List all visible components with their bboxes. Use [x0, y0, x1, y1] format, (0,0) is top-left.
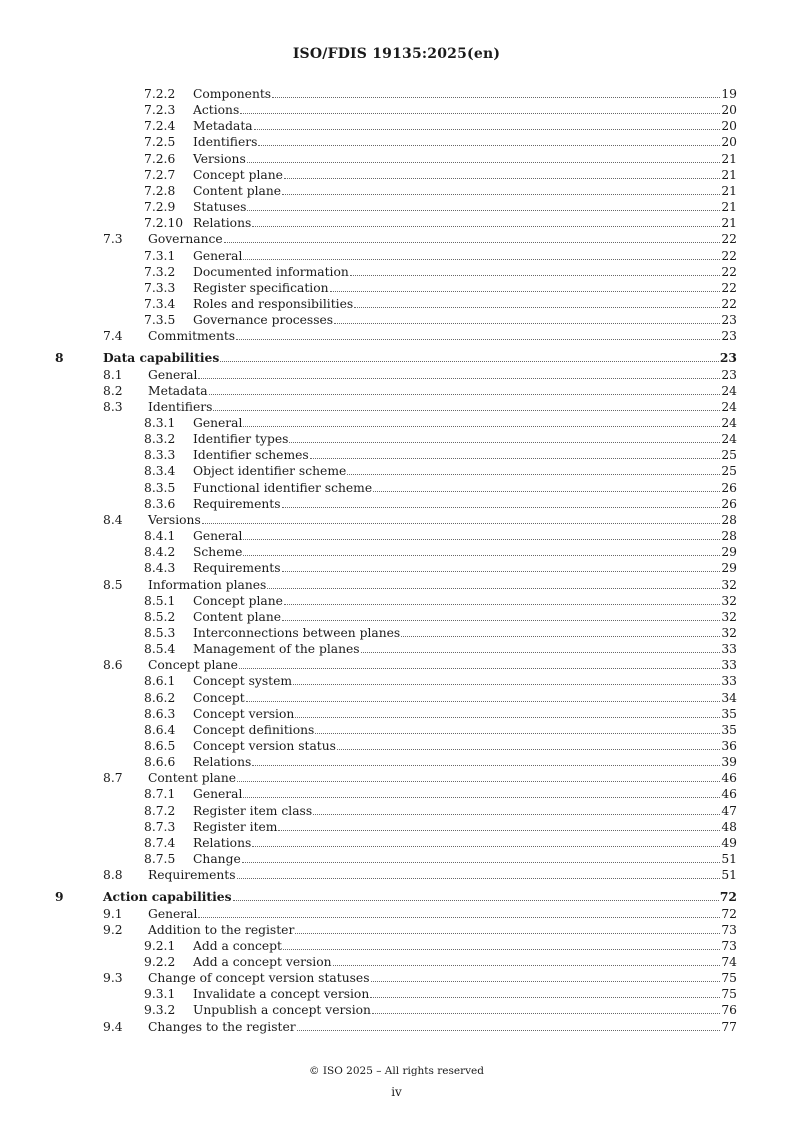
- toc-entry-number: 8.4.3: [144, 561, 176, 576]
- toc-entry-title: Change of concept version statuses: [148, 971, 370, 986]
- toc-entry-number: 8.6.4: [144, 722, 176, 737]
- toc-entry-page: 19: [721, 87, 737, 101]
- toc-entry-title: Add a concept version: [193, 954, 332, 969]
- toc-dot-leader: [247, 151, 721, 163]
- toc-dot-leader: [347, 463, 720, 475]
- toc-entry[interactable]: [0, 986, 793, 1002]
- toc-entry-number: 7.2.5: [144, 135, 176, 150]
- toc-entry-page: 23: [721, 329, 737, 344]
- toc-entry-title: General: [193, 248, 243, 263]
- toc-dot-leader: [220, 350, 719, 362]
- toc-entry[interactable]: [0, 906, 793, 922]
- toc-entry-number: 8.1: [103, 367, 123, 382]
- toc-entry[interactable]: [0, 889, 793, 905]
- toc-entry-number: 7.2.8: [144, 183, 176, 198]
- toc-dot-leader: [252, 215, 720, 227]
- toc-entry[interactable]: [0, 328, 793, 344]
- toc-entry-page: 77: [721, 1019, 737, 1034]
- toc-entry-number: 7.2.3: [144, 103, 176, 118]
- toc-entry-title: Relations: [193, 216, 252, 231]
- toc-entry-page: 24: [721, 399, 737, 414]
- toc-entry-title: Metadata: [193, 119, 253, 134]
- toc-entry[interactable]: [0, 851, 793, 867]
- toc-dot-leader: [242, 851, 721, 863]
- toc-dot-leader: [315, 722, 720, 734]
- toc-dot-leader: [337, 738, 720, 750]
- toc-entry-page: 23: [721, 367, 737, 382]
- toc-entry-title: Invalidate a concept version: [193, 987, 370, 1002]
- toc-entry-page: 24: [721, 416, 737, 430]
- toc-entry-title: Concept plane: [148, 658, 238, 673]
- toc-entry[interactable]: [0, 922, 793, 938]
- toc-entry[interactable]: [0, 706, 793, 722]
- toc-entry[interactable]: [0, 480, 793, 496]
- toc-entry-page: 73: [721, 922, 737, 937]
- toc-entry[interactable]: [0, 544, 793, 560]
- toc-entry[interactable]: [0, 528, 793, 544]
- toc-entry-number: 7.2.10: [144, 216, 184, 231]
- toc-entry-title: Content plane: [193, 609, 282, 624]
- toc-entry-title: General: [193, 529, 243, 544]
- toc-entry-page: 22: [721, 264, 737, 279]
- toc-entry[interactable]: [0, 867, 793, 883]
- toc-dot-leader: [272, 86, 720, 98]
- toc-entry-number: 8.4.1: [144, 529, 176, 544]
- toc-entry-title: Register specification: [193, 280, 329, 295]
- toc-entry[interactable]: [0, 512, 793, 528]
- toc-dot-leader: [198, 906, 720, 918]
- toc-entry-title: Concept version: [193, 706, 295, 721]
- toc-entry-title: General: [193, 787, 243, 802]
- toc-dot-leader: [282, 609, 720, 621]
- toc-entry-number: 7.2.7: [144, 167, 176, 182]
- toc-dot-leader: [284, 167, 720, 179]
- toc-entry[interactable]: [0, 350, 793, 366]
- toc-entry-page: 20: [721, 119, 737, 134]
- toc-entry-number: 7.4: [103, 329, 123, 344]
- toc-entry[interactable]: [0, 1002, 793, 1018]
- toc-entry-page: 74: [721, 954, 737, 969]
- toc-dot-leader: [295, 706, 720, 718]
- toc-entry-number: 8.6.1: [144, 674, 176, 689]
- toc-entry[interactable]: [0, 431, 793, 447]
- toc-entry[interactable]: [0, 463, 793, 479]
- toc-entry-title: Concept plane: [193, 593, 283, 608]
- toc-entry-title: Versions: [193, 151, 246, 166]
- toc-dot-leader: [246, 690, 721, 702]
- toc-entry-page: 21: [721, 151, 737, 166]
- toc-entry-title: Metadata: [148, 383, 208, 398]
- toc-entry-title: Content plane: [193, 183, 282, 198]
- toc-entry[interactable]: [0, 231, 793, 247]
- toc-entry[interactable]: [0, 673, 793, 689]
- toc-entry[interactable]: [0, 367, 793, 383]
- toc-entry[interactable]: [0, 754, 793, 770]
- toc-entry-title: Requirements: [193, 561, 281, 576]
- toc-dot-leader: [239, 657, 720, 669]
- toc-entry[interactable]: [0, 102, 793, 118]
- toc-dot-leader: [240, 102, 720, 114]
- toc-entry-page: 46: [721, 787, 737, 802]
- toc-entry-title: Addition to the register: [148, 922, 295, 937]
- toc-entry-title: Relations: [193, 755, 252, 770]
- toc-entry-page: 33: [721, 642, 737, 657]
- toc-dot-leader: [282, 560, 721, 572]
- toc-entry-number: 8.2: [103, 383, 123, 398]
- toc-dot-leader: [243, 544, 720, 556]
- toc-entry[interactable]: [0, 118, 793, 134]
- toc-entry-number: 9.1: [103, 906, 123, 921]
- toc-entry-number: 8.3.2: [144, 432, 176, 447]
- toc-dot-leader: [354, 296, 720, 308]
- toc-entry-number: 7.2.2: [144, 87, 176, 101]
- toc-entry-title: Action capabilities: [103, 889, 232, 905]
- toc-dot-leader: [267, 577, 720, 589]
- toc-entry-page: 75: [721, 987, 737, 1002]
- toc-dot-leader: [370, 986, 720, 998]
- toc-dot-leader: [310, 447, 721, 459]
- toc-entry-number: 7.3.1: [144, 248, 176, 263]
- toc-entry-page: 49: [721, 835, 737, 850]
- toc-entry-page: 76: [721, 1003, 737, 1018]
- toc-entry[interactable]: [0, 954, 793, 970]
- toc-entry[interactable]: [0, 770, 793, 786]
- toc-entry[interactable]: [0, 560, 793, 576]
- toc-entry-title: Requirements: [148, 868, 236, 883]
- toc-entry[interactable]: [0, 264, 793, 280]
- toc-entry-number: 7.2.9: [144, 200, 176, 215]
- toc-entry[interactable]: [0, 690, 793, 706]
- toc-dot-leader: [237, 770, 720, 782]
- toc-entry-number: 8: [55, 350, 64, 366]
- toc-entry-page: 25: [721, 464, 737, 479]
- toc-dot-leader: [254, 118, 721, 130]
- toc-entry-number: 9.2.1: [144, 938, 176, 953]
- toc-entry-number: 9.2: [103, 922, 123, 937]
- toc-entry-number: 9.3.1: [144, 987, 176, 1002]
- toc-entry-title: Unpublish a concept version: [193, 1003, 371, 1018]
- toc-entry-page: 22: [721, 296, 737, 311]
- toc-entry[interactable]: [0, 383, 793, 399]
- toc-entry[interactable]: [0, 1019, 793, 1035]
- toc-entry-page: 26: [721, 496, 737, 511]
- toc-entry[interactable]: [0, 786, 793, 802]
- toc-entry-title: Functional identifier scheme: [193, 480, 373, 495]
- toc-entry-number: 8.3.3: [144, 448, 176, 463]
- toc-entry[interactable]: [0, 296, 793, 312]
- toc-entry[interactable]: [0, 215, 793, 231]
- toc-entry[interactable]: [0, 803, 793, 819]
- toc-entry-number: 7.2.6: [144, 151, 176, 166]
- toc-entry-page: 23: [721, 313, 737, 328]
- toc-entry-title: Add a concept: [193, 938, 282, 953]
- toc-dot-leader: [278, 819, 720, 831]
- toc-entry-number: 8.7.4: [144, 835, 176, 850]
- toc-entry-title: Change: [193, 852, 241, 867]
- toc-entry-title: Concept definitions: [193, 722, 315, 737]
- toc-entry[interactable]: [0, 496, 793, 512]
- toc-entry-number: 8.3.4: [144, 464, 176, 479]
- toc-dot-leader: [293, 673, 720, 685]
- toc-entry-page: 22: [721, 232, 737, 247]
- toc-entry[interactable]: [0, 86, 793, 102]
- toc-entry-number: 8.7.1: [144, 787, 176, 802]
- toc-entry-number: 8.7.5: [144, 852, 176, 867]
- toc-entry-title: Requirements: [193, 496, 281, 511]
- toc-dot-leader: [361, 641, 721, 653]
- toc-dot-leader: [333, 954, 721, 966]
- toc-entry-page: 51: [721, 852, 737, 867]
- toc-entry-page: 28: [721, 529, 737, 544]
- toc-entry[interactable]: [0, 312, 793, 328]
- toc-dot-leader: [243, 415, 720, 427]
- toc-entry-number: 8.3.5: [144, 480, 176, 495]
- toc-entry-title: Concept system: [193, 674, 293, 689]
- toc-entry-page: 72: [721, 906, 737, 921]
- toc-dot-leader: [202, 512, 721, 524]
- copyright-footer: © ISO 2025 – All rights reserved: [309, 1065, 484, 1077]
- toc-dot-leader: [284, 593, 720, 605]
- toc-entry[interactable]: [0, 248, 793, 264]
- toc-entry-page: 72: [719, 889, 737, 905]
- toc-entry-page: 21: [721, 200, 737, 215]
- toc-dot-leader: [233, 889, 719, 901]
- toc-entry[interactable]: [0, 641, 793, 657]
- toc-entry-number: 8.7.2: [144, 803, 176, 818]
- toc-entry-number: 8.6.6: [144, 755, 176, 770]
- toc-entry-page: 24: [721, 383, 737, 398]
- toc-entry-title: General: [148, 367, 198, 382]
- toc-dot-leader: [198, 367, 720, 379]
- toc-entry[interactable]: [0, 183, 793, 199]
- toc-entry-title: Register item: [193, 819, 278, 834]
- toc-entry[interactable]: [0, 280, 793, 296]
- toc-entry-page: 51: [721, 868, 737, 883]
- toc-dot-leader: [372, 1002, 720, 1014]
- toc-entry-title: Concept version status: [193, 739, 336, 753]
- toc-entry-page: 25: [721, 448, 737, 463]
- document-header: ISO/FDIS 19135:2025(en): [292, 46, 501, 62]
- toc-entry-page: 75: [721, 971, 737, 986]
- toc-entry-number: 8.5.1: [144, 593, 176, 608]
- toc-entry-page: 21: [721, 183, 737, 198]
- toc-entry-page: 34: [721, 690, 737, 705]
- toc-entry-number: 8.3: [103, 399, 123, 414]
- toc-entry-number: 8.5: [103, 577, 123, 592]
- toc-entry[interactable]: [0, 819, 793, 835]
- toc-entry-page: 35: [721, 722, 737, 737]
- toc-entry-number: 8.4.2: [144, 545, 176, 560]
- toc-entry[interactable]: [0, 151, 793, 167]
- toc-entry-page: 35: [721, 706, 737, 721]
- toc-dot-leader: [243, 248, 720, 260]
- toc-entry-number: 8.7.3: [144, 819, 176, 834]
- toc-entry-title: Identifier schemes: [193, 448, 309, 463]
- toc-entry-title: Concept: [193, 690, 245, 705]
- toc-entry-title: General: [193, 416, 243, 430]
- toc-dot-leader: [295, 922, 720, 934]
- toc-entry-title: Interconnections between planes: [193, 625, 401, 640]
- page-number: iv: [391, 1085, 402, 1099]
- toc-entry[interactable]: [0, 399, 793, 415]
- toc-entry-number: 7.2.4: [144, 119, 176, 134]
- toc-entry-number: 7.3.4: [144, 296, 176, 311]
- toc-dot-leader: [224, 231, 721, 243]
- toc-entry-number: 7.3.5: [144, 313, 176, 328]
- toc-entry[interactable]: [0, 199, 793, 215]
- toc-entry-title: Versions: [148, 512, 201, 527]
- toc-entry-page: 39: [721, 755, 737, 770]
- toc-entry-title: Actions: [193, 103, 240, 118]
- toc-entry-title: Governance: [148, 232, 223, 247]
- toc-entry-number: 9: [55, 889, 64, 905]
- toc-entry-title: Identifier types: [193, 432, 289, 447]
- toc-entry-title: Statuses: [193, 200, 247, 215]
- toc-entry-title: Register item class: [193, 803, 313, 818]
- toc-entry-number: 8.5.4: [144, 642, 176, 657]
- toc-entry-page: 32: [721, 577, 737, 592]
- toc-entry-number: 8.6.2: [144, 690, 176, 705]
- toc-entry-page: 22: [721, 280, 737, 295]
- toc-dot-leader: [252, 754, 720, 766]
- toc-entry-title: Relations: [193, 835, 252, 850]
- toc-entry[interactable]: [0, 738, 793, 754]
- toc-entry-page: 26: [721, 480, 737, 495]
- toc-entry-page: 48: [721, 819, 737, 834]
- toc-entry[interactable]: [0, 447, 793, 463]
- toc-entry[interactable]: [0, 577, 793, 593]
- toc-entry-page: 20: [721, 135, 737, 150]
- toc-entry-number: 7.3.3: [144, 280, 176, 295]
- toc-entry-number: 8.6.5: [144, 739, 176, 753]
- toc-entry-number: 8.6: [103, 658, 123, 673]
- toc-dot-leader: [283, 938, 720, 950]
- toc-dot-leader: [297, 1019, 721, 1031]
- toc-entry-number: 7.3: [103, 232, 123, 247]
- toc-dot-leader: [243, 786, 720, 798]
- toc-entry-number: 8.5.3: [144, 625, 176, 640]
- toc-entry[interactable]: [0, 593, 793, 609]
- toc-entry-title: General: [148, 906, 198, 921]
- toc-entry-page: 73: [721, 938, 737, 953]
- toc-entry[interactable]: [0, 625, 793, 641]
- toc-entry-page: 32: [721, 625, 737, 640]
- toc-entry-number: 9.4: [103, 1019, 123, 1034]
- toc-entry-title: Object identifier scheme: [193, 464, 347, 479]
- toc-dot-leader: [289, 431, 720, 443]
- toc-entry-page: 28: [721, 512, 737, 527]
- toc-entry[interactable]: [0, 134, 793, 150]
- toc-entry-title: Identifiers: [193, 135, 258, 150]
- toc-entry-page: 29: [721, 561, 737, 576]
- toc-entry[interactable]: [0, 970, 793, 986]
- toc-dot-leader: [258, 134, 720, 146]
- toc-entry-page: 29: [721, 545, 737, 560]
- toc-dot-leader: [401, 625, 720, 637]
- toc-entry[interactable]: [0, 835, 793, 851]
- toc-entry-page: 20: [721, 103, 737, 118]
- toc-dot-leader: [282, 496, 721, 508]
- toc-entry-number: 8.3.1: [144, 416, 176, 430]
- toc-dot-leader: [243, 528, 720, 540]
- toc-entry-page: 21: [721, 167, 737, 182]
- toc-entry-number: 9.3.2: [144, 1003, 176, 1018]
- toc-entry-page: 32: [721, 593, 737, 608]
- toc-entry-number: 9.2.2: [144, 954, 176, 969]
- toc-dot-leader: [313, 803, 720, 815]
- toc-dot-leader: [252, 835, 720, 847]
- toc-entry-title: Content plane: [148, 771, 237, 786]
- toc-entry-number: 8.7: [103, 771, 123, 786]
- toc-entry-page: 33: [721, 674, 737, 689]
- toc-entry-page: 22: [721, 248, 737, 263]
- toc-entry-title: Roles and responsibilities: [193, 296, 354, 311]
- toc-entry-title: Scheme: [193, 545, 243, 560]
- toc-entry[interactable]: [0, 415, 793, 431]
- toc-entry-title: Changes to the register: [148, 1019, 296, 1034]
- toc-entry-number: 8.4: [103, 512, 123, 527]
- toc-entry-title: Information planes: [148, 577, 267, 592]
- toc-dot-leader: [209, 383, 721, 395]
- toc-dot-leader: [334, 312, 720, 324]
- toc-entry[interactable]: [0, 938, 793, 954]
- toc-entry-page: 23: [719, 350, 737, 366]
- toc-dot-leader: [282, 183, 720, 195]
- toc-entry[interactable]: [0, 722, 793, 738]
- toc-dot-leader: [213, 399, 720, 411]
- toc-entry-number: 7.3.2: [144, 264, 176, 279]
- toc-entry-number: 8.8: [103, 868, 123, 883]
- toc-entry-page: 32: [721, 609, 737, 624]
- toc-entry-title: Documented information: [193, 264, 349, 279]
- toc-entry-page: 36: [721, 739, 737, 753]
- toc-entry-number: 8.6.3: [144, 706, 176, 721]
- toc-entry-page: 33: [721, 658, 737, 673]
- toc-dot-leader: [236, 328, 720, 340]
- toc-dot-leader: [350, 264, 721, 276]
- toc-entry-title: Commitments: [148, 329, 236, 344]
- toc-entry-title: Management of the planes: [193, 642, 360, 657]
- toc-entry[interactable]: [0, 657, 793, 673]
- toc-dot-leader: [373, 480, 720, 492]
- toc-entry-title: Concept plane: [193, 167, 283, 182]
- toc-dot-leader: [371, 970, 721, 982]
- toc-entry-number: 8.5.2: [144, 609, 176, 624]
- toc-entry-page: 21: [721, 216, 737, 231]
- toc-entry-number: 9.3: [103, 971, 123, 986]
- toc-entry-page: 47: [721, 803, 737, 818]
- toc-dot-leader: [330, 280, 721, 292]
- toc-entry-number: 8.3.6: [144, 496, 176, 511]
- toc-entry-title: Components: [193, 87, 272, 101]
- toc-dot-leader: [247, 199, 720, 211]
- toc-entry-title: Identifiers: [148, 399, 213, 414]
- toc-entry-title: Data capabilities: [103, 350, 220, 366]
- toc-entry-title: Governance processes: [193, 313, 334, 328]
- toc-entry-page: 24: [721, 432, 737, 447]
- toc-entry[interactable]: [0, 167, 793, 183]
- toc-dot-leader: [237, 867, 721, 879]
- toc-entry[interactable]: [0, 609, 793, 625]
- toc-entry-page: 46: [721, 771, 737, 786]
